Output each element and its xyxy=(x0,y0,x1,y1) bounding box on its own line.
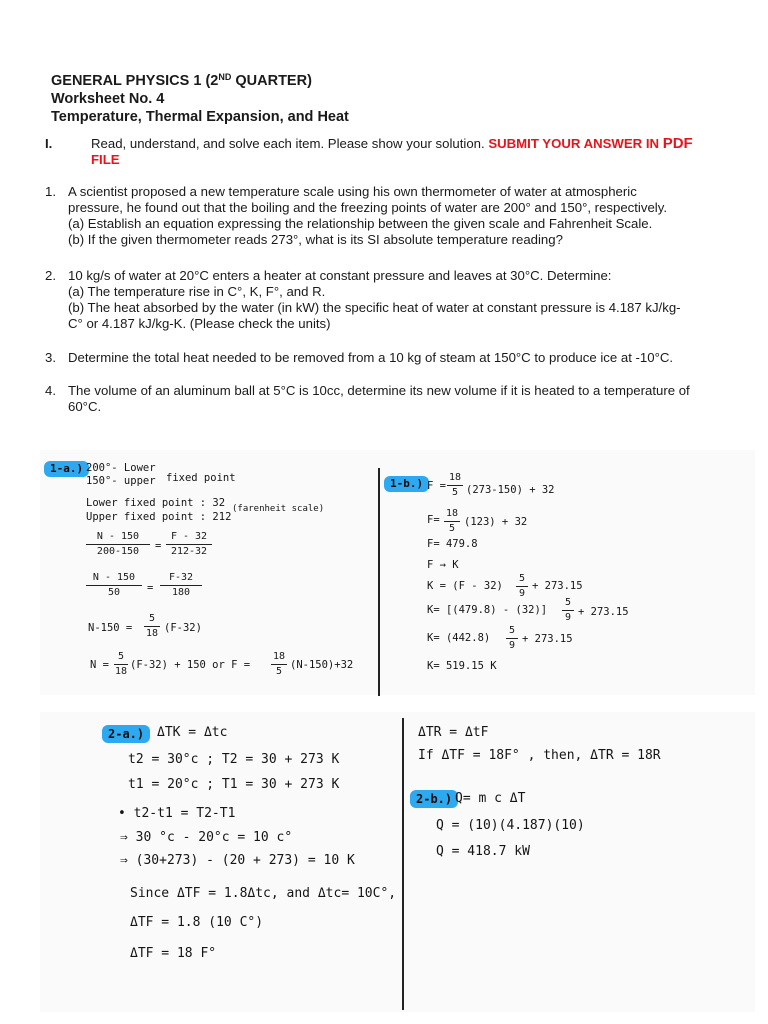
worksheet-topic: Temperature, Thermal Expansion, and Heat xyxy=(51,109,349,125)
divider-1 xyxy=(378,468,380,696)
label-2a: 2-a.) xyxy=(102,725,150,743)
worksheet-number: Worksheet No. 4 xyxy=(51,91,165,107)
label-1a: 1-a.) xyxy=(44,461,89,477)
worksheet-header xyxy=(51,68,731,126)
label-2b: 2-b.) xyxy=(410,790,458,808)
instructions-text: Read, understand, and solve each item. Please show your solution. SUBMIT YOUR ANSWER IN PDF FILE xyxy=(91,135,693,167)
course-title: GENERAL PHYSICS 1 (2ND QUARTER) xyxy=(51,72,312,89)
section-numeral: I. xyxy=(45,136,53,151)
divider-2 xyxy=(402,718,404,1010)
label-1b: 1-b.) xyxy=(384,476,429,492)
